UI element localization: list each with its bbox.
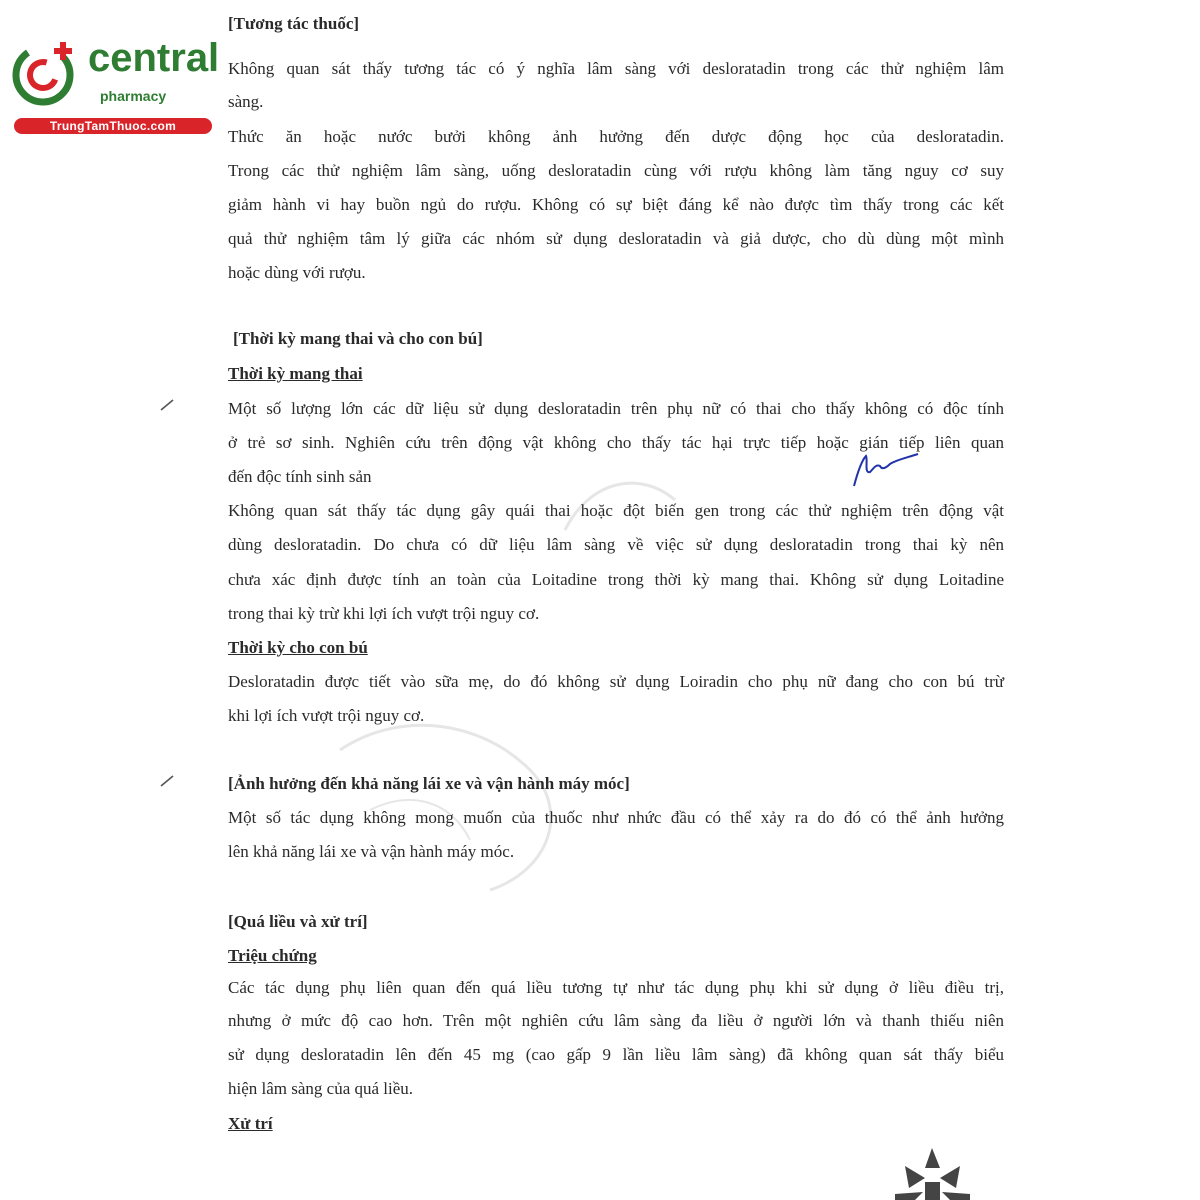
margin-tick-mark <box>160 774 174 788</box>
text-line: hiện lâm sàng của quá liều. <box>228 1079 414 1098</box>
subheading-breastfeeding: Thời kỳ cho con bú <box>228 638 368 657</box>
text-line: chưa xác định được tính an toàn của Loitadine trong thời kỳ mang thai. Không sử dụng Loitadine <box>228 570 1004 589</box>
text-line: lên khả năng lái xe và vận hành máy móc. <box>228 842 515 861</box>
margin-tick-mark <box>160 398 174 412</box>
text-line: Thức ăn hoặc nước bưởi không ảnh hưởng đến dược động học của desloratadin. <box>228 127 1004 146</box>
text-line: nhưng ở mức độ cao hơn. Trên một nghiên cứu lâm sàng đa liều ở người lớn và thanh thiếu niên <box>228 1011 1004 1030</box>
subheading-pregnancy: Thời kỳ mang thai <box>228 364 363 383</box>
section-heading-overdose: [Quá liều và xử trí] <box>228 912 368 931</box>
text-line: trong thai kỳ trừ khi lợi ích vượt trội nguy cơ. <box>228 604 540 623</box>
central-pharmacy-logo[interactable] <box>10 36 220 138</box>
text-line: Một số lượng lớn các dữ liệu sử dụng desloratadin trên phụ nữ có thai cho thấy không có độc tính <box>228 399 1004 418</box>
text-line: hoặc dùng với rượu. <box>228 263 366 282</box>
section-heading-pregnancy: [Thời kỳ mang thai và cho con bú] <box>233 329 483 348</box>
text-line: sử dụng desloratadin lên đến 45 mg (cao gấp 9 lần liều lâm sàng) đã không quan sát thấy biểu <box>228 1045 1004 1064</box>
text-line: đến độc tính sinh sản <box>228 467 372 486</box>
logo-subtitle: pharmacy <box>100 88 167 104</box>
text-line: sàng. <box>228 92 264 111</box>
text-line: Desloratadin được tiết vào sữa mẹ, do đó không sử dụng Loiradin cho phụ nữ đang cho con bú trừ <box>228 672 1004 691</box>
section-heading-driving: [Ảnh hưởng đến khả năng lái xe và vận hành máy móc] <box>228 774 630 793</box>
text-line: dùng desloratadin. Do chưa có dữ liệu lâm sàng về việc sử dụng desloratadin trong thai kỳ nên <box>228 535 1004 554</box>
text-line: Các tác dụng phụ liên quan đến quá liều tương tự như tác dụng phụ khi sử dụng ở liều điều trị, <box>228 978 1004 997</box>
text-line: giảm hành vi hay buồn ngủ do rượu. Không có sự biệt đáng kể nào được tìm thấy trong các kết <box>228 195 1004 214</box>
text-line: khi lợi ích vượt trội nguy cơ. <box>228 706 425 725</box>
text-line: Không quan sát thấy tác dụng gây quái thai hoặc đột biến gen trong các thử nghiệm trên động vật <box>228 501 1004 520</box>
text-line: Trong các thử nghiệm lâm sàng, uống desloratadin cùng với rượu không làm tăng nguy cơ suy <box>228 161 1004 180</box>
subheading-treatment: Xử trí <box>228 1114 273 1133</box>
subheading-symptoms: Triệu chứng <box>228 946 317 965</box>
logo-site-label: TrungTamThuoc.com <box>14 118 212 134</box>
text-line: ở trẻ sơ sinh. Nghiên cứu trên động vật không cho thấy tác hại trực tiếp hoặc gián tiếp liên quan <box>228 433 1004 452</box>
pharmacy-cross-icon <box>10 38 80 108</box>
text-line: quả thử nghiệm tâm lý giữa các nhóm sử dụng desloratadin và giả dược, cho dù dùng một mình <box>228 229 1004 248</box>
text-line: Một số tác dụng không mong muốn của thuốc như nhức đầu có thể xảy ra do đó có thể ảnh hưởng <box>228 808 1004 827</box>
section-heading-interactions: [Tương tác thuốc] <box>228 14 360 33</box>
stamp-emblem <box>895 1148 970 1200</box>
logo-brand-text: central <box>88 36 220 80</box>
text-line: Không quan sát thấy tương tác có ý nghĩa lâm sàng với desloratadin trong các thử nghiệm lâm <box>228 59 1004 78</box>
